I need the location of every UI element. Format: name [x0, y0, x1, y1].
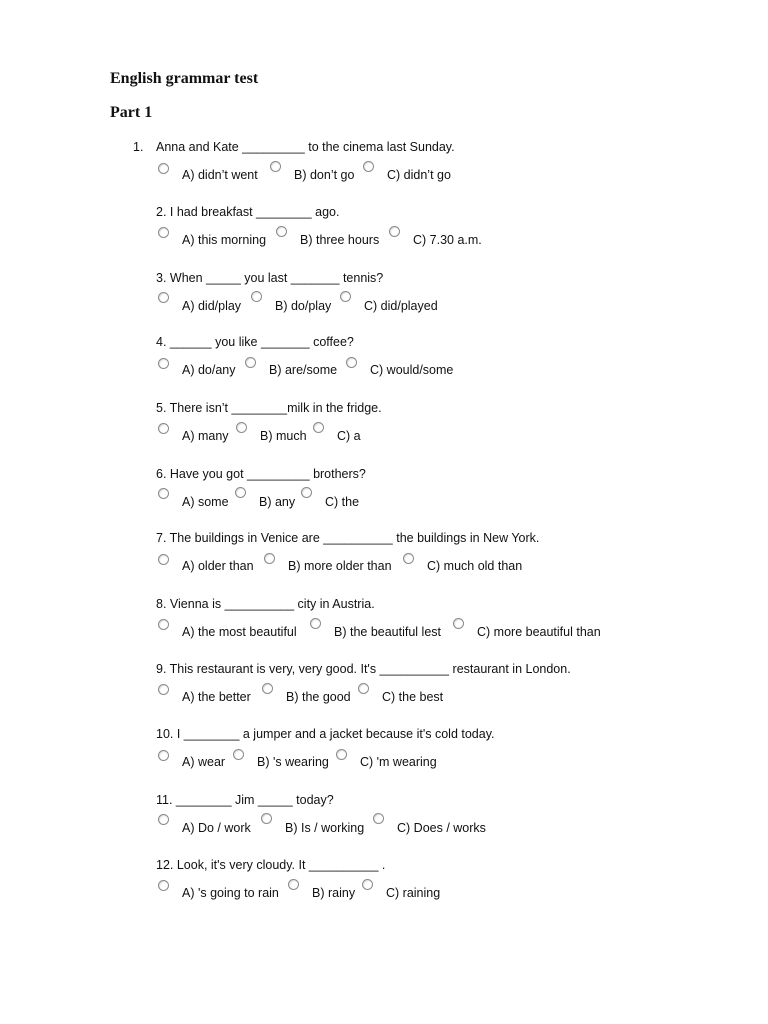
radio-option-a[interactable] — [158, 880, 169, 891]
radio-option-c[interactable] — [340, 291, 351, 302]
question-9 — [0, 661, 768, 713]
radio-option-b[interactable] — [233, 749, 244, 760]
question-4 — [0, 334, 768, 386]
option-b-label: B) the beautiful lest — [334, 625, 442, 639]
radio-option-b[interactable] — [235, 487, 246, 498]
radio-option-c[interactable] — [373, 813, 384, 824]
option-a-label: A) this morning — [182, 233, 267, 247]
question-text: 6. Have you got _________ brothers? — [156, 467, 366, 481]
option-b-label: B) Is / working — [285, 821, 365, 835]
part-title: Part 1 — [110, 104, 153, 121]
radio-option-b[interactable] — [262, 683, 273, 694]
radio-option-c[interactable] — [346, 357, 357, 368]
option-a-label: A) Do / work — [182, 821, 251, 835]
question-text: 11. ________ Jim _____ today? — [156, 793, 334, 807]
option-a-label: A) some — [182, 495, 229, 509]
option-a-label: A) the most beautiful — [182, 625, 297, 639]
radio-option-b[interactable] — [264, 553, 275, 564]
question-7 — [0, 530, 768, 582]
question-text: 5. There isn’t ________milk in the fridge. — [156, 401, 382, 415]
radio-option-b[interactable] — [270, 161, 281, 172]
question-text: 10. I ________ a jumper and a jacket because it's cold today. — [156, 727, 495, 741]
option-a-label: A) do/any — [182, 363, 236, 377]
radio-option-c[interactable] — [301, 487, 312, 498]
option-c-label: C) Does / works — [397, 821, 486, 835]
option-b-label: B) three hours — [300, 233, 380, 247]
question-text: 3. When _____ you last _______ tennis? — [156, 271, 384, 285]
option-a-label: A) many — [182, 429, 229, 443]
question-number: 1. — [133, 140, 144, 154]
question-3 — [0, 270, 768, 322]
option-c-label: C) raining — [386, 886, 441, 900]
radio-option-a[interactable] — [158, 619, 169, 630]
question-text: 9. This restaurant is very, very good. It's __________ restaurant in London. — [156, 662, 571, 676]
option-b-label: B) don’t go — [294, 168, 355, 182]
option-a-label: A) didn’t went — [182, 168, 258, 182]
question-11 — [0, 792, 768, 844]
radio-option-a[interactable] — [158, 423, 169, 434]
radio-option-a[interactable] — [158, 488, 169, 499]
radio-option-a[interactable] — [158, 163, 169, 174]
option-c-label: C) much old than — [427, 559, 523, 573]
option-b-label: B) do/play — [275, 299, 332, 313]
radio-option-a[interactable] — [158, 554, 169, 565]
radio-option-b[interactable] — [310, 618, 321, 629]
option-a-label: A) 's going to rain — [182, 886, 279, 900]
question-text: 12. Look, it's very cloudy. It __________ . — [156, 858, 386, 872]
option-a-label: A) older than — [182, 559, 254, 573]
radio-option-a[interactable] — [158, 358, 169, 369]
radio-option-a[interactable] — [158, 814, 169, 825]
option-b-label: B) 's wearing — [257, 755, 329, 769]
option-c-label: C) the — [325, 495, 360, 509]
option-b-label: B) the good — [286, 690, 351, 704]
option-b-label: B) much — [260, 429, 307, 443]
radio-option-c[interactable] — [389, 226, 400, 237]
question-12 — [0, 857, 768, 909]
question-5 — [0, 400, 768, 452]
option-b-label: B) any — [259, 495, 296, 509]
question-text: Anna and Kate _________ to the cinema last Sunday. — [156, 140, 455, 154]
option-c-label: C) 'm wearing — [360, 755, 437, 769]
option-c-label: C) 7.30 a.m. — [413, 233, 482, 247]
radio-option-c[interactable] — [336, 749, 347, 760]
radio-option-b[interactable] — [261, 813, 272, 824]
radio-option-b[interactable] — [236, 422, 247, 433]
radio-option-c[interactable] — [363, 161, 374, 172]
option-b-label: B) are/some — [269, 363, 338, 377]
option-a-label: A) the better — [182, 690, 251, 704]
option-c-label: C) a — [337, 429, 361, 443]
radio-option-b[interactable] — [276, 226, 287, 237]
radio-option-c[interactable] — [362, 879, 373, 890]
option-c-label: C) more beautiful than — [477, 625, 601, 639]
document-title: English grammar test — [110, 70, 259, 87]
option-c-label: C) didn’t go — [387, 168, 451, 182]
question-2 — [0, 204, 768, 256]
question-6 — [0, 466, 768, 518]
question-10 — [0, 726, 768, 778]
radio-option-c[interactable] — [403, 553, 414, 564]
question-text: 2. I had breakfast ________ ago. — [156, 205, 340, 219]
radio-option-b[interactable] — [245, 357, 256, 368]
option-a-label: A) wear — [182, 755, 226, 769]
option-b-label: B) rainy — [312, 886, 356, 900]
question-text: 4. ______ you like _______ coffee? — [156, 335, 354, 349]
radio-option-c[interactable] — [313, 422, 324, 433]
option-c-label: C) would/some — [370, 363, 454, 377]
radio-option-b[interactable] — [251, 291, 262, 302]
radio-option-c[interactable] — [453, 618, 464, 629]
radio-option-c[interactable] — [358, 683, 369, 694]
radio-option-b[interactable] — [288, 879, 299, 890]
radio-option-a[interactable] — [158, 227, 169, 238]
question-text: 7. The buildings in Venice are __________ the buildings in New York. — [156, 531, 540, 545]
radio-option-a[interactable] — [158, 684, 169, 695]
option-c-label: C) did/played — [364, 299, 438, 313]
option-c-label: C) the best — [382, 690, 444, 704]
radio-option-a[interactable] — [158, 750, 169, 761]
question-1 — [0, 139, 768, 191]
radio-option-a[interactable] — [158, 292, 169, 303]
question-8 — [0, 596, 768, 648]
option-a-label: A) did/play — [182, 299, 242, 313]
question-text: 8. Vienna is __________ city in Austria. — [156, 597, 375, 611]
option-b-label: B) more older than — [288, 559, 392, 573]
